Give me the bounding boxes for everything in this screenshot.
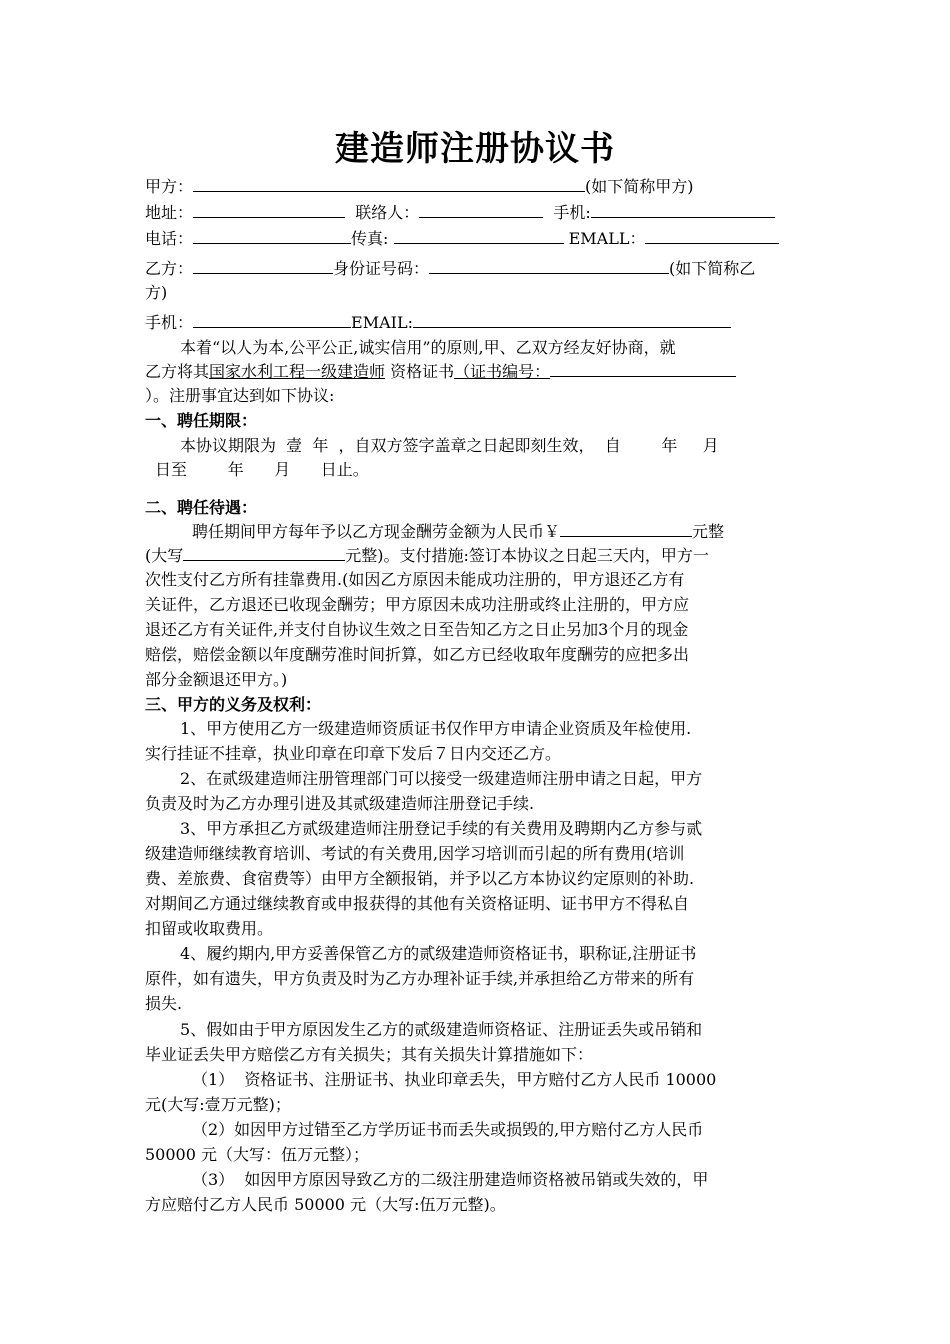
fax-label: 传真:: [351, 229, 389, 248]
party-b-mobile-blank: [193, 312, 351, 328]
section-3-line: 3、甲方承担乙方贰级建造师注册登记手续的有关费用及聘期内乙方参与贰: [180, 819, 703, 838]
section-3-line: 5、假如由于甲方原因发生乙方的贰级建造师资格证、注册证丢失或吊销和: [180, 1020, 703, 1039]
section-2-line-2: [145, 545, 709, 567]
section-1-line-1: 本协议期限为 壹 年 ，自双方签字盖章之日起即刻生效， 自 年 月: [180, 436, 719, 455]
party-a-phone-line: [145, 228, 779, 250]
cert-name: 国家水利工程一级建造师: [209, 362, 386, 381]
party-a-mobile-label: 手机:: [553, 203, 591, 222]
section-3-line: 实行挂证不挂章，执业印章在印章下发后７日内交还乙方。: [145, 744, 562, 763]
party-b-name-blank: [193, 258, 333, 274]
section-3-line: 对期间乙方通过继续教育或申报获得的其他有关资格证明、证书甲方不得私自: [145, 894, 690, 913]
party-a-email-label: EMALL：: [568, 229, 646, 248]
party-a-email-blank: [645, 228, 779, 244]
cert-number-label: （证书编号：: [454, 362, 551, 381]
party-b-email-label: EMAIL:: [351, 313, 413, 332]
fax-blank: [394, 228, 564, 244]
capital-prefix: (大写: [145, 546, 184, 565]
section-3-line: （2）如因甲方过错至乙方学历证书而丢失或损毁的,甲方赔付乙方人民币: [192, 1120, 704, 1139]
contact-blank: [419, 202, 543, 218]
section-3-line: 4、履约期内,甲方妥善保管乙方的贰级建造师资格证书，职称证,注册证书: [180, 944, 697, 963]
section-2-line-4: 关证件，乙方退还已收现金酬劳；甲方原因未成功注册或终止注册的，甲方应: [145, 595, 690, 614]
intro-mid: 资格证书: [385, 362, 455, 381]
section-3-line: 毕业证丢失甲方赔偿乙方有关损失；其有关损失计算措施如下：: [145, 1045, 594, 1064]
id-label: 身份证号码：: [333, 259, 430, 278]
section-3-line: 费、差旅费、食宿费等）由甲方全额报销，并予以乙方本协议约定原则的补助.: [145, 869, 695, 888]
id-blank: [429, 258, 669, 274]
payment-amount-blank: [560, 521, 692, 537]
section-1-line-2: 日至 年 月 日止。: [155, 460, 369, 479]
party-b-mobile-label: 手机：: [145, 313, 194, 332]
party-a-label: 甲方：: [145, 177, 194, 196]
address-label: 地址：: [145, 203, 194, 222]
section-3-line: 2、在贰级建造师注册管理部门可以接受一级建造师注册申请之日起，甲方: [180, 769, 703, 788]
party-b-contact-line: [145, 312, 731, 334]
section-2-line-7: 部分金额退还甲方。): [145, 670, 288, 689]
party-b-note-1: (如下简称乙: [669, 259, 756, 278]
address-blank: [193, 202, 345, 218]
document-title: 建造师注册协议书: [335, 129, 615, 169]
payment-prefix: 聘任期间甲方每年予以乙方现金酬劳金额为人民币￥: [192, 522, 561, 541]
section-3-line: 扣留或收取费用。: [145, 919, 274, 938]
payment-suffix: 元整: [692, 522, 725, 541]
phone-label: 电话：: [145, 229, 194, 248]
section-3-line: 原件，如有遗失，甲方负责及时为乙方办理补证手续,并承担给乙方带来的所有: [145, 969, 695, 988]
section-3-line: 损失.: [145, 994, 183, 1013]
section-3-line: 1、甲方使用乙方一级建造师资质证书仅作甲方申请企业资质及年检使用.: [180, 719, 692, 738]
contact-label: 联络人：: [355, 203, 420, 222]
section-2-line-5: 退还乙方有关证件,并支付自协议生效之日至告知乙方之日止另加3个月的现金: [145, 620, 689, 639]
intro-line-3: ）。注册事宜达到如下协议:: [145, 386, 335, 405]
intro-line-2: [145, 361, 736, 383]
section-3-line: 方应赔付乙方人民币 50000 元（大写:伍万元整)。: [145, 1195, 506, 1214]
section-2-line-1: [192, 521, 724, 543]
section-3-line: 元(大写:壹万元整)；: [145, 1095, 291, 1114]
party-b-email-blank: [413, 312, 731, 328]
party-a-mobile-blank: [591, 202, 775, 218]
capital-amount-blank: [183, 545, 345, 561]
section-3-line: 负责及时为乙方办理引进及其贰级建造师注册登记手续.: [145, 794, 535, 813]
section-3-line: （1） 资格证书、注册证书、执业印章丢失，甲方赔付乙方人民币 10000: [192, 1070, 717, 1089]
section-3-heading: 三、甲方的义务及权利：: [145, 695, 322, 714]
section-3-line: 50000 元（大写：伍万元整）；: [145, 1145, 369, 1164]
party-a-address-line: [145, 202, 775, 224]
intro-prefix: 乙方将其: [145, 362, 210, 381]
party-b-label: 乙方：: [145, 259, 194, 278]
section-3-line: （3） 如因甲方原因导致乙方的二级注册建造师资格被吊销或失效的，甲: [192, 1170, 709, 1189]
party-a-note: (如下简称甲方): [585, 177, 694, 196]
party-b-line: [145, 258, 755, 280]
section-2-line-3: 次性支付乙方所有挂靠费用.(如因乙方原因未能成功注册的，甲方退还乙方有: [145, 570, 685, 589]
capital-suffix: 元整)。支付措施:签订本协议之日起三天内，甲方一: [345, 546, 709, 565]
party-a-line: [145, 176, 694, 198]
party-a-name-blank: [193, 176, 585, 192]
section-1-heading: 一、聘任期限：: [145, 411, 258, 430]
party-b-note-line: 方): [145, 283, 168, 302]
intro-line-1: 本着“以人为本,公平公正,诚实信用”的原则,甲、乙双方经友好协商，就: [180, 338, 676, 357]
phone-blank: [193, 228, 351, 244]
section-3-line: 级建造师继续教育培训、考试的有关费用,因学习培训而引起的所有费用(培训: [145, 844, 685, 863]
section-2-line-6: 赔偿，赔偿金额以年度酬劳准时间折算，如乙方已经收取年度酬劳的应把多出: [145, 645, 690, 664]
cert-number-blank: [550, 361, 736, 377]
section-2-heading: 二、聘任待遇：: [145, 498, 258, 517]
